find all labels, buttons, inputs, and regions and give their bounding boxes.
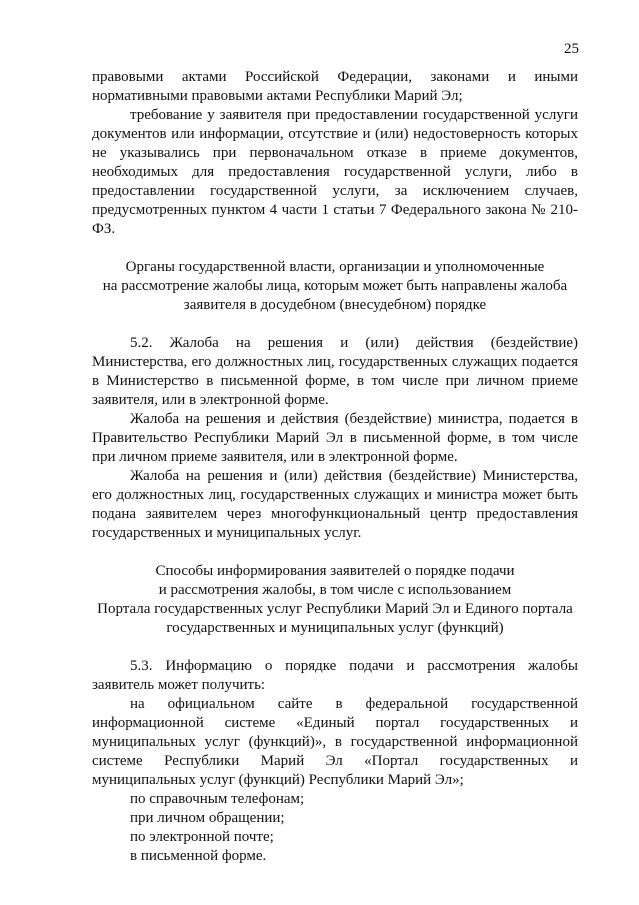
heading-line: Портала государственных услуг Республики Марий Эл и Единого портала xyxy=(97,601,573,617)
section-heading-informing xyxy=(92,562,578,638)
list-item: по электронной почте; xyxy=(130,829,274,845)
page-content xyxy=(92,68,578,866)
ways-list xyxy=(92,790,578,866)
list-item: по справочным телефонам; xyxy=(130,791,305,807)
paragraph-5-2-minister: Жалоба на решения и действия (бездействие) министра, подается в Правительство Республики Марий Эл в письменной форме, в том числе при личном приеме заявителя, или в электронной форме. xyxy=(92,411,578,465)
spacer xyxy=(92,239,578,258)
paragraph-5-3-portal: на официальном сайте в федеральной государственной информационной системе «Единый портал государственных и муниципальных услуг (функций)», в государственной информационной системе Республики Марий Эл «Портал государственных и муниципальных услуг (функций) Республики Марий Эл»; xyxy=(92,696,578,788)
list-item: в письменной форме. xyxy=(130,848,267,864)
spacer xyxy=(92,543,578,562)
heading-line: Способы информирования заявителей о порядке подачи xyxy=(155,563,515,579)
heading-line: Органы государственной власти, организации и уполномоченные xyxy=(125,259,545,275)
heading-line: на рассмотрение жалобы лица, которым может быть направлены жалоба xyxy=(102,278,568,294)
heading-line: государственных и муниципальных услуг (функций) xyxy=(166,620,504,636)
paragraph-5-3: 5.3. Информацию о порядке подачи и рассмотрения жалобы заявитель может получить: xyxy=(92,658,578,693)
list-item: при личном обращении; xyxy=(130,810,285,826)
heading-line: заявителя в досудебном (внесудебном) порядке xyxy=(183,297,487,313)
page-number: 25 xyxy=(564,41,579,57)
heading-line: и рассмотрения жалобы, в том числе с использованием xyxy=(158,582,512,598)
spacer xyxy=(92,638,578,657)
paragraph-requirement: требование у заявителя при предоставлении государственной услуги документов или информации, отсутствие и (или) недостоверность которых не указывались при первоначальном отказе в приеме документов, необходимых для предоставления государственной услуги, либо в предоставлении государственной услуги, за исключением случаев, предусмотренных пунктом 4 части 1 статьи 7 Федерального закона № 210-ФЗ. xyxy=(92,107,578,237)
spacer xyxy=(92,315,578,334)
section-heading-bodies xyxy=(92,258,578,315)
paragraph-5-2: 5.2. Жалоба на решения и (или) действия (бездействие) Министерства, его должностных лиц, государственных служащих подается в Министерство в письменной форме, в том числе при личном приеме заявителя, или в электронной форме. xyxy=(92,335,578,408)
paragraph-intro: правовыми актами Российской Федерации, законами и иными нормативными правовыми актами Республики Марий Эл; xyxy=(92,69,578,104)
paragraph-5-2-mfc: Жалоба на решения и (или) действия (бездействие) Министерства, его должностных лиц, государственных служащих и министра может быть подана заявителем через многофункциональный центр предоставления государственных и муниципальных услуг. xyxy=(92,468,578,541)
